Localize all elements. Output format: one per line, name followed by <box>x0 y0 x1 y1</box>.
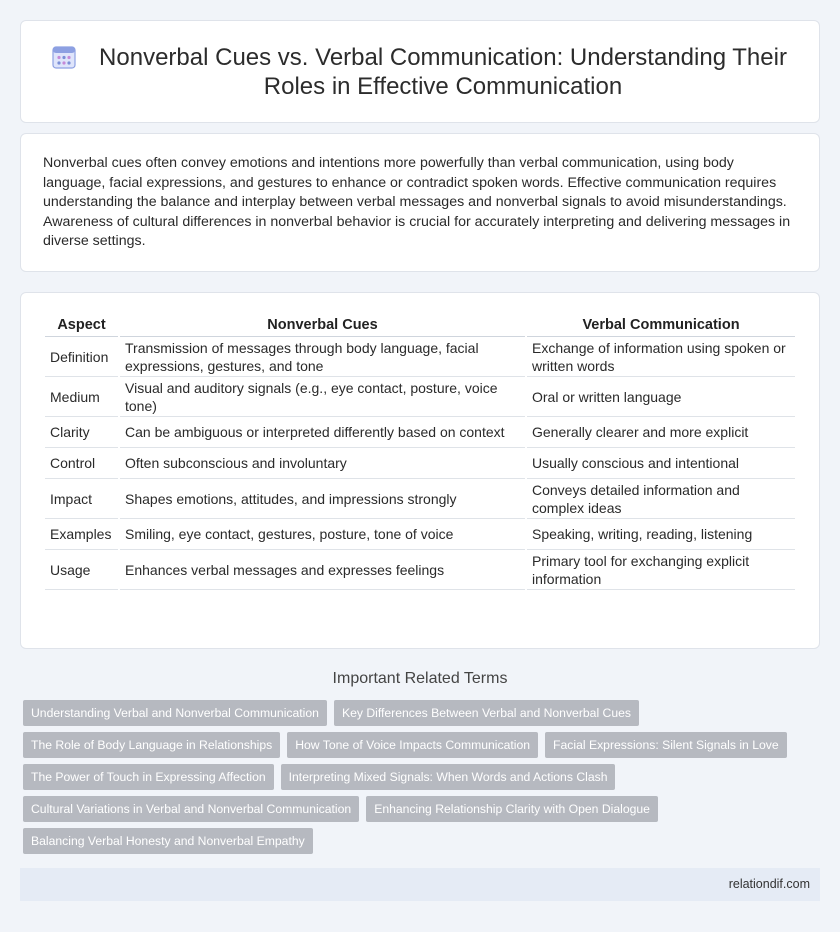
row-verbal: Speaking, writing, reading, listening <box>527 519 795 550</box>
tag-row <box>23 700 813 726</box>
header-nonverbal: Nonverbal Cues <box>120 313 525 337</box>
related-tag[interactable]: How Tone of Voice Impacts Communication <box>287 732 538 758</box>
related-tag[interactable]: Cultural Variations in Verbal and Nonverbal Communication <box>23 796 359 822</box>
row-nonverbal: Can be ambiguous or interpreted differently based on context <box>120 417 525 448</box>
related-terms-tags <box>23 700 813 860</box>
row-verbal: Exchange of information using spoken or written words <box>527 337 795 377</box>
row-nonverbal: Often subconscious and involuntary <box>120 448 525 479</box>
tag-row <box>23 732 813 758</box>
row-aspect: Impact <box>45 479 118 519</box>
tag-row <box>23 764 813 790</box>
table-row <box>45 337 795 377</box>
intro-card <box>20 133 820 272</box>
tag-row <box>23 828 813 854</box>
row-aspect: Usage <box>45 550 118 590</box>
row-nonverbal: Shapes emotions, attitudes, and impressions strongly <box>120 479 525 519</box>
row-aspect: Medium <box>45 377 118 417</box>
comparison-table-card <box>20 292 820 649</box>
table-row <box>45 417 795 448</box>
row-nonverbal: Enhances verbal messages and expresses feelings <box>120 550 525 590</box>
row-aspect: Examples <box>45 519 118 550</box>
related-terms-heading: Important Related Terms <box>332 670 508 687</box>
intro-paragraph: Nonverbal cues often convey emotions and intentions more powerfully than verbal communication, using body language, facial expressions, and gestures to enhance or contradict spoken words. Effective communication requires understanding the balance and interplay between verbal messages and nonverbal signals to avoid misunderstandings. Awareness of cultural differences in nonverbal behavior is crucial for accurately interpreting and delivering messages in diverse settings. <box>43 155 791 250</box>
header-card <box>20 20 820 123</box>
row-nonverbal: Smiling, eye contact, gestures, posture, tone of voice <box>120 519 525 550</box>
related-tag[interactable]: Facial Expressions: Silent Signals in Love <box>545 732 787 758</box>
row-verbal: Primary tool for exchanging explicit information <box>527 550 795 590</box>
table-row <box>45 550 795 590</box>
table-row <box>45 377 795 417</box>
row-verbal: Usually conscious and intentional <box>527 448 795 479</box>
related-tag[interactable]: The Power of Touch in Expressing Affection <box>23 764 274 790</box>
row-nonverbal: Transmission of messages through body language, facial expressions, gestures, and tone <box>120 337 525 377</box>
related-tag[interactable]: Interpreting Mixed Signals: When Words and Actions Clash <box>281 764 616 790</box>
table-row <box>45 479 795 519</box>
table-row <box>45 448 795 479</box>
header-verbal: Verbal Communication <box>527 313 795 337</box>
table-header-row <box>45 313 795 337</box>
row-verbal: Generally clearer and more explicit <box>527 417 795 448</box>
footer <box>20 868 820 901</box>
table-row <box>45 519 795 550</box>
related-tag[interactable]: Understanding Verbal and Nonverbal Communication <box>23 700 327 726</box>
page-title: Nonverbal Cues vs. Verbal Communication: Understanding Their Roles in Effective Communication <box>99 43 787 100</box>
comparison-table <box>43 313 797 590</box>
header-aspect: Aspect <box>45 313 118 337</box>
calendar-grid-icon <box>51 44 77 70</box>
row-verbal: Conveys detailed information and complex ideas <box>527 479 795 519</box>
row-aspect: Control <box>45 448 118 479</box>
related-tag[interactable]: Key Differences Between Verbal and Nonverbal Cues <box>334 700 639 726</box>
related-tag[interactable]: The Role of Body Language in Relationships <box>23 732 280 758</box>
related-tag[interactable]: Balancing Verbal Honesty and Nonverbal Empathy <box>23 828 313 854</box>
row-aspect: Clarity <box>45 417 118 448</box>
row-nonverbal: Visual and auditory signals (e.g., eye contact, posture, voice tone) <box>120 377 525 417</box>
row-verbal: Oral or written language <box>527 377 795 417</box>
related-tag[interactable]: Enhancing Relationship Clarity with Open Dialogue <box>366 796 658 822</box>
footer-site-link[interactable]: relationdif.com <box>728 877 810 891</box>
row-aspect: Definition <box>45 337 118 377</box>
tag-row <box>23 796 813 822</box>
